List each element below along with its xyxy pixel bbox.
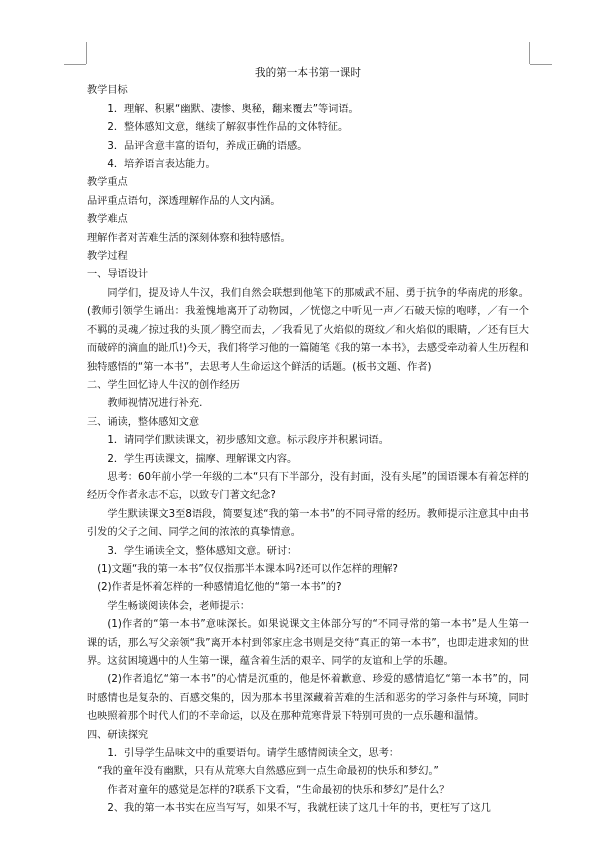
step-3-2: 2．学生再读课文，揣摩、理解课文内容。 — [107, 453, 298, 465]
part-heading-2: 二、学生回忆诗人牛汉的创作经历 — [87, 379, 240, 391]
goal-item-2: 2．整体感知文意，继续了解叙事性作品的文体特征。 — [107, 122, 349, 134]
paragraph-teacher-supplement: 教师视情况进行补充. — [107, 398, 203, 410]
document-title: 我的第一本书第一课时 — [255, 67, 361, 79]
document-page — [87, 64, 529, 819]
key-points-text: 品评重点语句，深透理解作品的人文内涵。 — [87, 195, 281, 207]
part-heading-4: 四、研读探究 — [87, 729, 149, 741]
goal-item-4: 4．培养语言表达能力。 — [107, 159, 216, 171]
step-3-1: 1．请同学们默读课文，初步感知文意。标示段序并积累词语。 — [107, 435, 389, 447]
paragraph-prompt: 学生畅谈阅读体会，老师提示： — [107, 600, 251, 612]
question-2: (2)作者是怀着怎样的一种感情追忆他的“第一本书”的? — [97, 582, 342, 594]
paragraph-answer-2: (2)作者追忆“第一本书”的心情是沉重的，他是怀着歉意、珍爱的感情追忆“第一本书”的，同时感情也是复杂的、百感交集的，因为那本书里深藏着苦难的生活和恶劣的学习条件与环境，同时也映照着那个时代人们的不幸命运，以及在那种荒寒背景下特别可贵的一点乐趣和温情。 — [87, 674, 529, 723]
goal-item-3: 3．品评含意丰富的语句，养成正确的语感。 — [107, 140, 308, 152]
part-heading-1: 一、导语设计 — [87, 269, 149, 281]
difficulties-text: 理解作者对苦难生活的深刻体察和独特感悟。 — [87, 232, 291, 244]
quote-childhood: “我的童年没有幽默，只有从荒寒大自然感应到一点生命最初的快乐和梦幻。” — [97, 766, 439, 778]
part-heading-3: 三、诵读，整体感知文意 — [87, 416, 200, 428]
section-heading-key-points: 教学重点 — [87, 177, 128, 189]
crop-mark-top-right-v — [529, 42, 530, 64]
step-4-1: 1．引导学生品味文中的重要语句。请学生感情阅读全文，思考： — [107, 748, 400, 760]
crop-mark-top-right-h — [530, 64, 552, 65]
paragraph-think: 思考：60年前小学一年级的二本“只有下半部分，没有封面，没有头尾”的国语课本有着怎样的经历令作者永志不忘，以致专门著文纪念? — [87, 471, 529, 502]
paragraph-retell: 学生默读课文3至8语段，简要复述“我的第一本书”的不同寻常的经历。教师提示注意其中由书引发的父子之间、同学之间的浓浓的真挚情意。 — [87, 508, 529, 539]
section-heading-difficulties: 教学难点 — [87, 214, 128, 226]
crop-mark-top-left-h — [64, 64, 86, 65]
section-heading-goals: 教学目标 — [87, 85, 128, 97]
paragraph-answer-1: (1)作者的“第一本书”意味深长。如果说课文主体部分写的“不同寻常的第一本书”是人生第一课的话，那么写父亲领“我”离开本村到邻家庄念书则是交待“真正的第一本书”，也即走进求知的世界。这贫困境遇中的人生第一课，蕴含着生活的艰辛、同学的友谊和上学的乐趣。 — [87, 619, 529, 667]
goal-item-1: 1．理解、积累“幽默、凄惨、奥秘，翻来覆去”等词语。 — [107, 103, 359, 115]
crop-mark-top-left-v — [86, 42, 87, 64]
paragraph-intro: 同学们，提及诗人牛汉，我们自然会联想到他笔下的那威武不屈、勇于抗争的华南虎的形象。(教师引领学生诵出：我羞愧地离开了动物园，／恍惚之中听见一声／石破天惊的咆哮，／有一个不羁的灵魂／掠过我的头顶／腾空而去，／我看见了火焰似的斑纹／和火焰似的眼睛，／还有巨大而破碎的滴血的趾爪!)今天，我们将学习他的一篇随笔《我的第一本书》，去感受牵动着人生历程和独特感悟的“第一本书”，去思考人生命运这个鲜活的话题。(板书文题、作者) — [87, 287, 529, 373]
paragraph-question: 作者对童年的感觉是怎样的?联系下文看，“生命最初的快乐和梦幻”是什么？ — [107, 784, 450, 796]
step-3-3: 3．学生诵读全文，整体感知文意。研讨： — [107, 545, 298, 557]
question-1: (1)文题“我的第一本书”仅仅指那半本课本吗?还可以作怎样的理解? — [97, 563, 398, 575]
paragraph-step-4-2: 2、我的第一本书实在应当写写，如果不写，我就枉读了这几十年的书，更枉写了这几 — [107, 803, 491, 815]
section-heading-process: 教学过程 — [87, 251, 128, 263]
